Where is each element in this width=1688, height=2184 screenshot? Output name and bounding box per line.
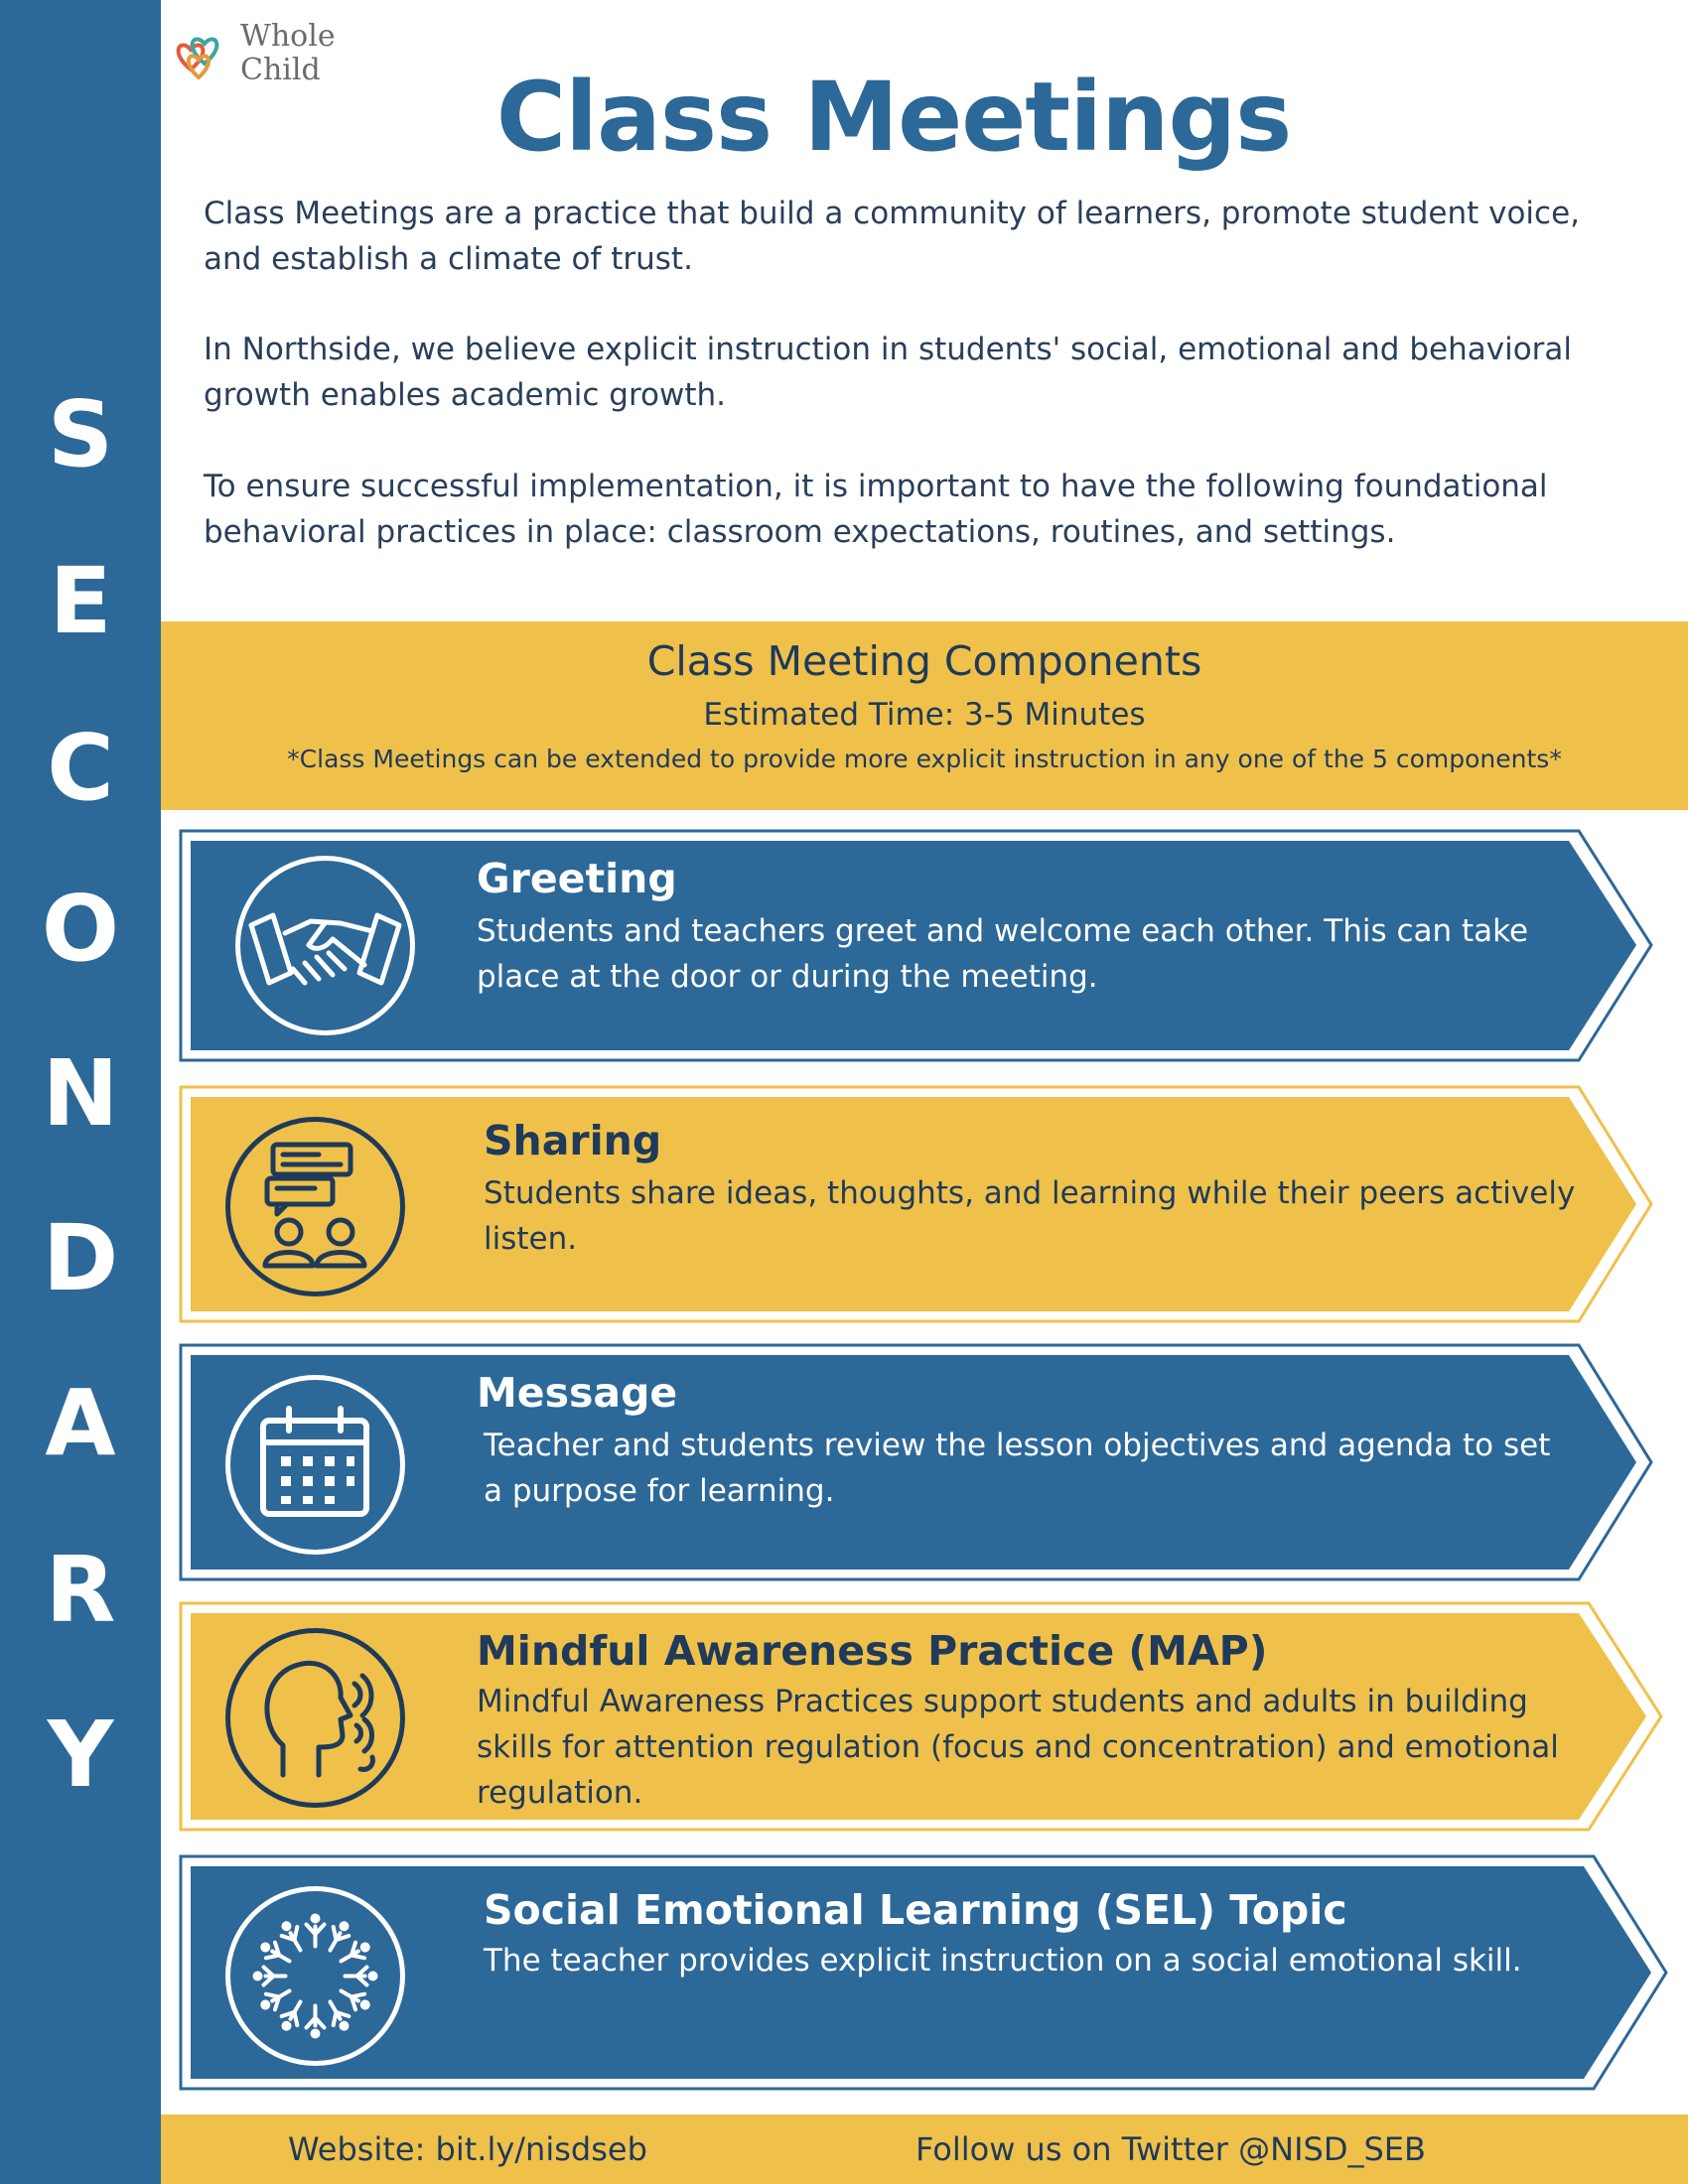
person-figure (253, 1968, 286, 1985)
logo-text-whole: Whole (240, 19, 336, 54)
components-note: *Class Meetings can be extended to provide more explicit instruction in any one of the 5 components* (287, 745, 1562, 773)
component-card-sel (179, 1854, 1673, 2091)
sidebar (0, 0, 161, 2184)
sidebar-letter: S (47, 381, 114, 487)
person-figure (256, 1937, 294, 1969)
twitter-handle[interactable]: Follow us on Twitter @NISD_SEB (915, 2130, 1426, 2168)
person-figure (337, 1937, 374, 1969)
component-card-message (179, 1343, 1673, 1581)
card-text: Students share ideas, thoughts, and learning while their peers actively listen. (484, 1175, 1576, 1257)
components-title: Class Meeting Components (646, 637, 1202, 685)
card-title: Mindful Awareness Practice (MAP) (477, 1627, 1268, 1675)
component-card-map (179, 1601, 1673, 1832)
person-figure (276, 1917, 308, 1955)
people-circle-icon (223, 1884, 407, 2068)
intro-paragraph: To ensure successful implementation, it is important to have the following foundational behavioral practices in place: classroom expectations, routines, and settings. (204, 469, 1548, 550)
person-figure (307, 1914, 325, 1947)
person-figure (323, 1997, 354, 2035)
card-text: Students and teachers greet and welcome each other. This can take place at the door or during the meeting. (477, 913, 1529, 995)
website-link[interactable]: Website: bit.ly/nisdseb (288, 2130, 647, 2168)
handshake-icon (233, 854, 417, 1037)
sidebar-letter: C (47, 715, 114, 821)
head-breathing-icon (223, 1626, 407, 1810)
card-title: Greeting (477, 855, 677, 902)
card-text: The teacher provides explicit instruction on a social emotional skill. (484, 1943, 1522, 1979)
people-ring (253, 1914, 378, 2039)
sidebar-letter: D (42, 1205, 119, 1311)
sidebar-letter: N (42, 1040, 119, 1147)
person-figure (276, 1997, 308, 2035)
calendar-icon (223, 1373, 407, 1557)
page-title: Class Meetings (495, 62, 1292, 173)
person-figure (337, 1983, 374, 2015)
intro-paragraph: In Northside, we believe explicit instruction in students' social, emotional and behavioral growth enables academic growth. (204, 332, 1573, 413)
card-title: Message (477, 1369, 678, 1417)
sidebar-letter: Y (47, 1702, 114, 1808)
footer-bar (161, 2115, 1688, 2184)
sidebar-letter: O (41, 876, 120, 982)
sidebar-letter: A (45, 1370, 116, 1476)
person-figure (346, 1968, 378, 1985)
sidebar-letter: R (45, 1537, 116, 1643)
person-figure (256, 1983, 294, 2015)
card-title: Sharing (484, 1117, 662, 1164)
estimated-time: Estimated Time: 3-5 Minutes (703, 697, 1146, 733)
chat-people-icon (223, 1115, 407, 1298)
logo-text-child: Child (240, 53, 321, 87)
components-banner (161, 621, 1688, 810)
person-figure (307, 2006, 325, 2039)
card-text: Teacher and students review the lesson objectives and agenda to set a purpose for learning. (484, 1428, 1551, 1509)
component-card-sharing (179, 1085, 1673, 1323)
card-text: Mindful Awareness Practices support students and adults in building skills for attention regulation (focus and concentration) and emotional regulation. (477, 1684, 1559, 1811)
component-card-greeting (179, 829, 1673, 1062)
card-title: Social Emotional Learning (SEL) Topic (484, 1886, 1347, 1934)
intro-paragraph: Class Meetings are a practice that build a community of learners, promote student voice, and establish a climate of trust. (204, 196, 1580, 277)
sidebar-letter: E (49, 548, 112, 654)
person-figure (323, 1917, 354, 1955)
